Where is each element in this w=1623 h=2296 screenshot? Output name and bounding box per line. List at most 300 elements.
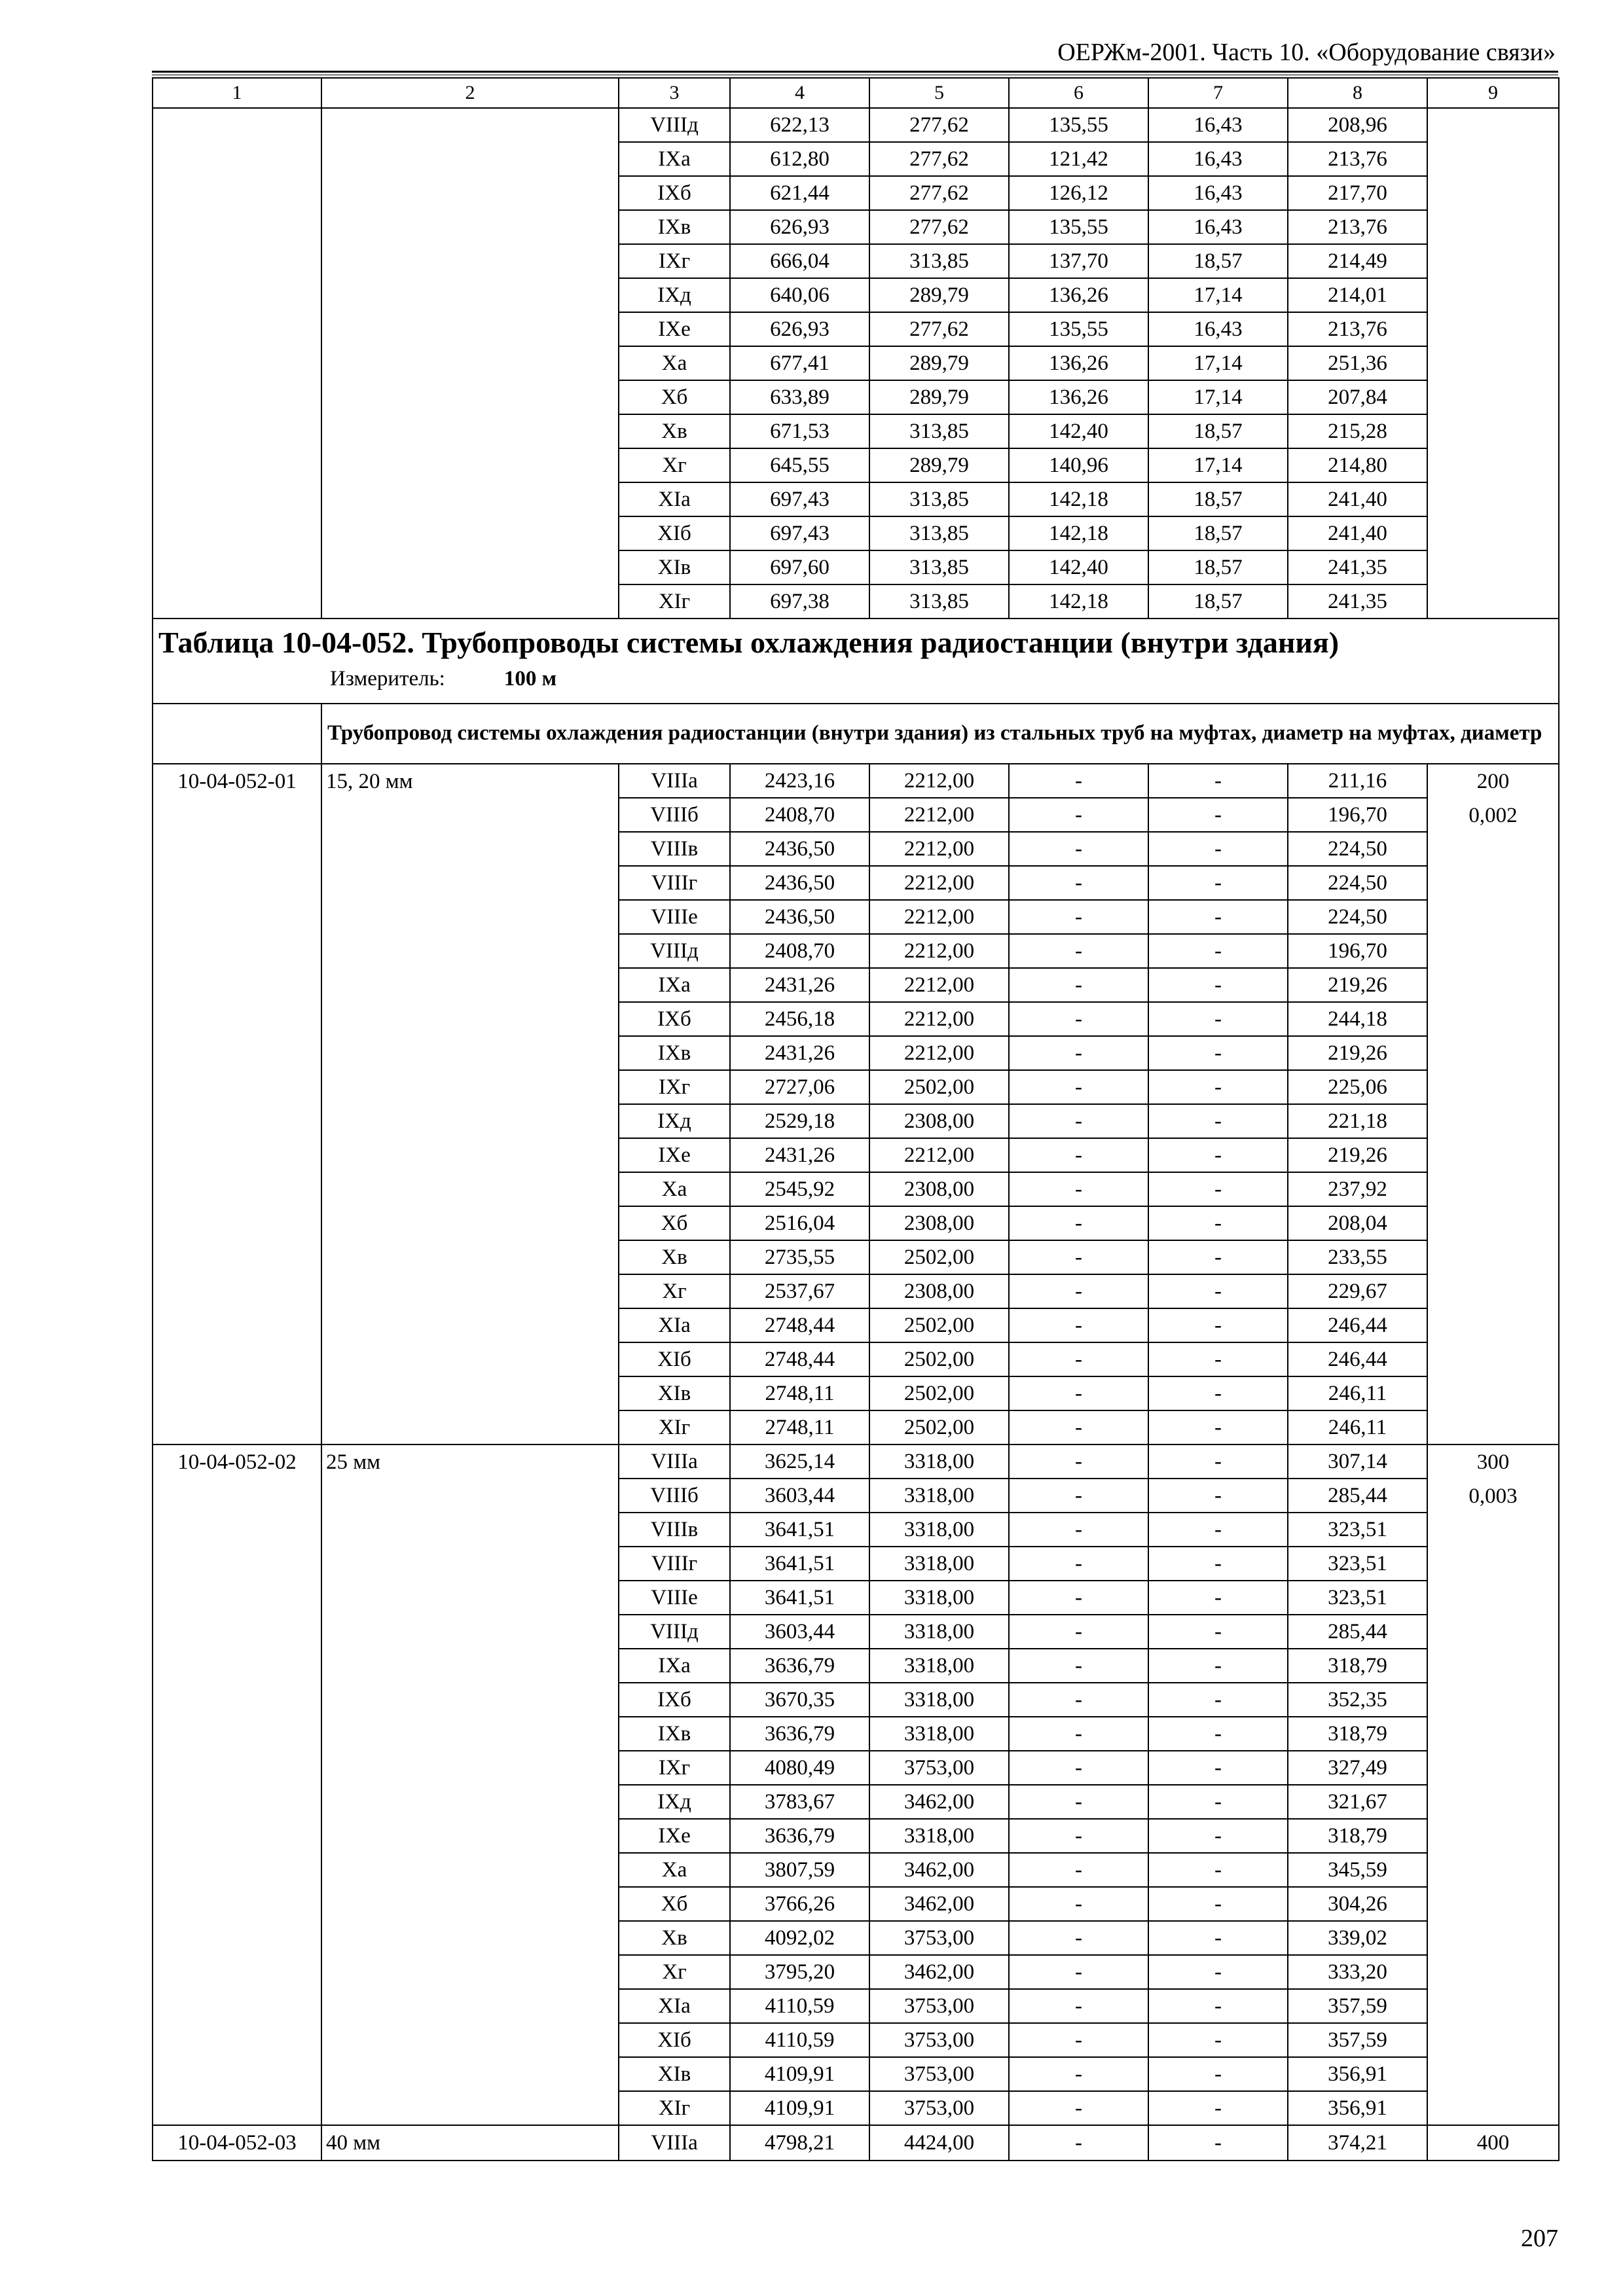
- value-cell: -: [1009, 968, 1148, 1002]
- value-cell: -: [1148, 1036, 1288, 1070]
- value-cell: 2308,00: [869, 1104, 1009, 1138]
- value-cell: 3753,00: [869, 2057, 1009, 2091]
- value-cell: -: [1009, 764, 1148, 798]
- zone-cell: Xб: [619, 1206, 730, 1240]
- value-cell: -: [1009, 1410, 1148, 1444]
- value-cell: 246,11: [1288, 1376, 1427, 1410]
- zone-cell: Xа: [619, 1172, 730, 1206]
- value-cell: 277,62: [869, 108, 1009, 142]
- value-cell: 3318,00: [869, 1717, 1009, 1751]
- value-cell: 4109,91: [730, 2091, 869, 2125]
- value-cell: -: [1009, 1206, 1148, 1240]
- value-cell: -: [1148, 1547, 1288, 1581]
- zone-cell: IXг: [619, 244, 730, 278]
- value-cell: -: [1009, 1342, 1148, 1376]
- value-cell: 135,55: [1009, 210, 1148, 244]
- value-cell: 339,02: [1288, 1921, 1427, 1955]
- value-cell: -: [1009, 1274, 1148, 1308]
- value-cell: -: [1148, 1444, 1288, 1479]
- col9-value: 300: [1476, 1450, 1510, 1474]
- value-cell: 697,38: [730, 584, 869, 619]
- value-cell: 3318,00: [869, 1479, 1009, 1513]
- value-cell: 4080,49: [730, 1751, 869, 1785]
- value-cell: -: [1148, 2125, 1288, 2161]
- zone-cell: XIг: [619, 584, 730, 619]
- value-cell: 3462,00: [869, 1785, 1009, 1819]
- zone-cell: IXд: [619, 278, 730, 312]
- zone-cell: XIг: [619, 2091, 730, 2125]
- value-cell: -: [1009, 2125, 1148, 2161]
- zone-cell: Xа: [619, 1853, 730, 1887]
- zone-cell: Xг: [619, 448, 730, 482]
- value-cell: 214,01: [1288, 278, 1427, 312]
- value-cell: -: [1148, 1002, 1288, 1036]
- value-cell: -: [1148, 1274, 1288, 1308]
- item-code: 10-04-052-02: [153, 1444, 321, 2125]
- value-cell: 2502,00: [869, 1070, 1009, 1104]
- col9-cell: [1427, 764, 1559, 1444]
- zone-cell: IXа: [619, 142, 730, 176]
- value-cell: 4798,21: [730, 2125, 869, 2161]
- value-cell: -: [1148, 1921, 1288, 1955]
- table-row: [153, 108, 1559, 142]
- value-cell: -: [1009, 1717, 1148, 1751]
- zone-cell: VIIIв: [619, 832, 730, 866]
- value-cell: 289,79: [869, 278, 1009, 312]
- value-cell: 4110,59: [730, 1989, 869, 2023]
- code-cell-empty: [153, 108, 321, 619]
- item-name: 15, 20 мм: [321, 764, 619, 1444]
- value-cell: -: [1148, 1240, 1288, 1274]
- value-cell: 3636,79: [730, 1819, 869, 1853]
- value-cell: 3318,00: [869, 1581, 1009, 1615]
- zone-cell: IXв: [619, 1036, 730, 1070]
- rates-table: [152, 77, 1559, 2161]
- table-row: [153, 2125, 1559, 2161]
- value-cell: 3636,79: [730, 1717, 869, 1751]
- value-cell: 126,12: [1009, 176, 1148, 210]
- value-cell: -: [1009, 1240, 1148, 1274]
- item-name: 25 мм: [321, 1444, 619, 2125]
- value-cell: 18,57: [1148, 550, 1288, 584]
- running-title: ОЕРЖм-2001. Часть 10. «Оборудование связи»: [1057, 39, 1556, 66]
- value-cell: 3318,00: [869, 1513, 1009, 1547]
- value-cell: 208,04: [1288, 1206, 1427, 1240]
- value-cell: 2408,70: [730, 934, 869, 968]
- value-cell: 17,14: [1148, 380, 1288, 414]
- zone-cell: VIIIа: [619, 1444, 730, 1479]
- value-cell: -: [1148, 1683, 1288, 1717]
- value-cell: 356,91: [1288, 2091, 1427, 2125]
- zone-cell: IXв: [619, 210, 730, 244]
- value-cell: 244,18: [1288, 1002, 1427, 1036]
- item-code: 10-04-052-03: [153, 2125, 321, 2161]
- value-cell: 2502,00: [869, 1376, 1009, 1410]
- value-cell: -: [1148, 1513, 1288, 1547]
- value-cell: 2545,92: [730, 1172, 869, 1206]
- zone-cell: IXе: [619, 1819, 730, 1853]
- value-cell: -: [1009, 1138, 1148, 1172]
- value-cell: 3783,67: [730, 1785, 869, 1819]
- value-cell: 3318,00: [869, 1615, 1009, 1649]
- value-cell: -: [1009, 1547, 1148, 1581]
- value-cell: 304,26: [1288, 1887, 1427, 1921]
- value-cell: 2212,00: [869, 968, 1009, 1002]
- value-cell: -: [1009, 1444, 1148, 1479]
- value-cell: -: [1148, 1887, 1288, 1921]
- table-row: [153, 764, 1559, 798]
- zone-cell: IXб: [619, 1683, 730, 1717]
- item-name: 40 мм: [321, 2125, 619, 2161]
- zone-cell: Xв: [619, 1240, 730, 1274]
- column-number: 4: [730, 78, 869, 108]
- zone-cell: Xб: [619, 1887, 730, 1921]
- value-cell: 3318,00: [869, 1683, 1009, 1717]
- value-cell: -: [1148, 1410, 1288, 1444]
- value-cell: 213,76: [1288, 142, 1427, 176]
- value-cell: 136,26: [1009, 346, 1148, 380]
- value-cell: 142,18: [1009, 584, 1148, 619]
- value-cell: 229,67: [1288, 1274, 1427, 1308]
- zone-cell: VIIIг: [619, 1547, 730, 1581]
- zone-cell: XIб: [619, 1342, 730, 1376]
- value-cell: 2748,44: [730, 1342, 869, 1376]
- column-number: 5: [869, 78, 1009, 108]
- value-cell: -: [1009, 1308, 1148, 1342]
- value-cell: -: [1148, 1819, 1288, 1853]
- value-cell: 374,21: [1288, 2125, 1427, 2161]
- table-caption-row: [153, 619, 1559, 704]
- value-cell: -: [1009, 1649, 1148, 1683]
- value-cell: 196,70: [1288, 934, 1427, 968]
- value-cell: -: [1009, 1853, 1148, 1887]
- zone-cell: Xб: [619, 380, 730, 414]
- value-cell: 142,18: [1009, 482, 1148, 516]
- column-number: 2: [321, 78, 619, 108]
- value-cell: 313,85: [869, 516, 1009, 550]
- value-cell: 277,62: [869, 210, 1009, 244]
- value-cell: 2308,00: [869, 1274, 1009, 1308]
- value-cell: 3318,00: [869, 1547, 1009, 1581]
- value-cell: 345,59: [1288, 1853, 1427, 1887]
- zone-cell: XIв: [619, 550, 730, 584]
- zone-cell: VIIIа: [619, 2125, 730, 2161]
- value-cell: -: [1148, 1955, 1288, 1989]
- table-title: Таблица 10-04-052. Трубопроводы системы охлаждения радиостанции (внутри здания): [158, 626, 1340, 659]
- value-cell: -: [1148, 1853, 1288, 1887]
- zone-cell: IXе: [619, 312, 730, 346]
- value-cell: -: [1148, 1070, 1288, 1104]
- value-cell: 217,70: [1288, 176, 1427, 210]
- value-cell: 2748,11: [730, 1410, 869, 1444]
- zone-cell: Xв: [619, 1921, 730, 1955]
- value-cell: -: [1148, 832, 1288, 866]
- value-cell: 633,89: [730, 380, 869, 414]
- value-cell: 285,44: [1288, 1615, 1427, 1649]
- table-caption: [153, 619, 1559, 704]
- value-cell: 224,50: [1288, 900, 1427, 934]
- value-cell: 18,57: [1148, 244, 1288, 278]
- value-cell: -: [1009, 1036, 1148, 1070]
- value-cell: -: [1148, 798, 1288, 832]
- value-cell: 241,35: [1288, 550, 1427, 584]
- value-cell: -: [1009, 1887, 1148, 1921]
- value-cell: 2212,00: [869, 1138, 1009, 1172]
- col9-cell: [1427, 2125, 1559, 2161]
- value-cell: -: [1009, 1513, 1148, 1547]
- value-cell: 3753,00: [869, 1921, 1009, 1955]
- zone-cell: IXа: [619, 968, 730, 1002]
- value-cell: 3603,44: [730, 1479, 869, 1513]
- value-cell: 277,62: [869, 312, 1009, 346]
- value-cell: 17,14: [1148, 278, 1288, 312]
- value-cell: 142,40: [1009, 414, 1148, 448]
- value-cell: 237,92: [1288, 1172, 1427, 1206]
- value-cell: 697,60: [730, 550, 869, 584]
- value-cell: -: [1009, 1002, 1148, 1036]
- value-cell: 626,93: [730, 210, 869, 244]
- value-cell: 246,11: [1288, 1410, 1427, 1444]
- value-cell: 213,76: [1288, 312, 1427, 346]
- value-cell: 2308,00: [869, 1172, 1009, 1206]
- value-cell: -: [1009, 1615, 1148, 1649]
- value-cell: 18,57: [1148, 482, 1288, 516]
- value-cell: 241,40: [1288, 482, 1427, 516]
- value-cell: 2748,11: [730, 1376, 869, 1410]
- value-cell: 2727,06: [730, 1070, 869, 1104]
- value-cell: 2212,00: [869, 934, 1009, 968]
- value-cell: 2212,00: [869, 764, 1009, 798]
- value-cell: 2212,00: [869, 832, 1009, 866]
- col9-value: 200: [1476, 770, 1510, 793]
- value-cell: 137,70: [1009, 244, 1148, 278]
- value-cell: -: [1148, 1581, 1288, 1615]
- value-cell: 2431,26: [730, 1138, 869, 1172]
- zone-cell: IXг: [619, 1751, 730, 1785]
- value-cell: 3318,00: [869, 1649, 1009, 1683]
- zone-cell: VIIIе: [619, 1581, 730, 1615]
- value-cell: 208,96: [1288, 108, 1427, 142]
- value-cell: 224,50: [1288, 832, 1427, 866]
- value-cell: 221,18: [1288, 1104, 1427, 1138]
- value-cell: 142,18: [1009, 516, 1148, 550]
- value-cell: 3603,44: [730, 1615, 869, 1649]
- value-cell: 327,49: [1288, 1751, 1427, 1785]
- value-cell: 352,35: [1288, 1683, 1427, 1717]
- value-cell: 313,85: [869, 414, 1009, 448]
- col9-cell: [1427, 1444, 1559, 2125]
- value-cell: 357,59: [1288, 2023, 1427, 2057]
- value-cell: -: [1009, 798, 1148, 832]
- value-cell: 277,62: [869, 176, 1009, 210]
- name-cell-empty: [321, 108, 619, 619]
- zone-cell: XIб: [619, 516, 730, 550]
- value-cell: 2502,00: [869, 1410, 1009, 1444]
- value-cell: -: [1009, 2057, 1148, 2091]
- value-cell: 196,70: [1288, 798, 1427, 832]
- value-cell: 142,40: [1009, 550, 1148, 584]
- value-cell: 251,36: [1288, 346, 1427, 380]
- value-cell: -: [1009, 1376, 1148, 1410]
- value-cell: 285,44: [1288, 1479, 1427, 1513]
- value-cell: 224,50: [1288, 866, 1427, 900]
- value-cell: 313,85: [869, 550, 1009, 584]
- value-cell: -: [1148, 866, 1288, 900]
- col9-value: 400: [1476, 2131, 1510, 2155]
- value-cell: -: [1148, 1785, 1288, 1819]
- value-cell: 645,55: [730, 448, 869, 482]
- page-number: 207: [1521, 2225, 1558, 2252]
- value-cell: 3318,00: [869, 1819, 1009, 1853]
- value-cell: 207,84: [1288, 380, 1427, 414]
- value-cell: 4092,02: [730, 1921, 869, 1955]
- value-cell: 666,04: [730, 244, 869, 278]
- value-cell: 277,62: [869, 142, 1009, 176]
- value-cell: 323,51: [1288, 1581, 1427, 1615]
- zone-cell: IXг: [619, 1070, 730, 1104]
- col9-cell-empty: [1427, 108, 1559, 619]
- zone-cell: IXд: [619, 1104, 730, 1138]
- value-cell: -: [1009, 1751, 1148, 1785]
- value-cell: -: [1148, 1989, 1288, 2023]
- value-cell: -: [1148, 1615, 1288, 1649]
- value-cell: 318,79: [1288, 1819, 1427, 1853]
- value-cell: 3625,14: [730, 1444, 869, 1479]
- value-cell: 16,43: [1148, 176, 1288, 210]
- value-cell: 17,14: [1148, 346, 1288, 380]
- value-cell: 289,79: [869, 448, 1009, 482]
- value-cell: -: [1148, 900, 1288, 934]
- value-cell: 225,06: [1288, 1070, 1427, 1104]
- value-cell: 211,16: [1288, 764, 1427, 798]
- column-number: 6: [1009, 78, 1148, 108]
- value-cell: 4424,00: [869, 2125, 1009, 2161]
- value-cell: -: [1009, 900, 1148, 934]
- column-number: 7: [1148, 78, 1288, 108]
- value-cell: -: [1148, 934, 1288, 968]
- value-cell: 18,57: [1148, 516, 1288, 550]
- value-cell: 640,06: [730, 278, 869, 312]
- value-cell: -: [1148, 1342, 1288, 1376]
- value-cell: -: [1009, 1785, 1148, 1819]
- value-cell: -: [1009, 1104, 1148, 1138]
- value-cell: 3766,26: [730, 1887, 869, 1921]
- value-cell: -: [1148, 1649, 1288, 1683]
- value-cell: 697,43: [730, 516, 869, 550]
- value-cell: 313,85: [869, 482, 1009, 516]
- value-cell: 2456,18: [730, 1002, 869, 1036]
- zone-cell: XIв: [619, 1376, 730, 1410]
- value-cell: 3753,00: [869, 2023, 1009, 2057]
- value-cell: -: [1009, 1955, 1148, 1989]
- zone-cell: IXа: [619, 1649, 730, 1683]
- value-cell: -: [1148, 2023, 1288, 2057]
- value-cell: 16,43: [1148, 108, 1288, 142]
- value-cell: -: [1148, 2091, 1288, 2125]
- running-header: [152, 38, 1558, 73]
- zone-cell: Xа: [619, 346, 730, 380]
- zone-cell: XIв: [619, 2057, 730, 2091]
- value-cell: 2502,00: [869, 1240, 1009, 1274]
- value-cell: 333,20: [1288, 1955, 1427, 1989]
- value-cell: 2502,00: [869, 1308, 1009, 1342]
- value-cell: 213,76: [1288, 210, 1427, 244]
- value-cell: 3670,35: [730, 1683, 869, 1717]
- value-cell: -: [1148, 764, 1288, 798]
- value-cell: 2431,26: [730, 1036, 869, 1070]
- table-description: Трубопровод системы охлаждения радиостанции (внутри здания) из стальных труб на муфтах, диаметр на муфтах, диаметр: [321, 704, 1559, 764]
- item-code: 10-04-052-01: [153, 764, 321, 1444]
- zone-cell: VIIIд: [619, 934, 730, 968]
- value-cell: 140,96: [1009, 448, 1148, 482]
- value-cell: 3753,00: [869, 1989, 1009, 2023]
- value-cell: 219,26: [1288, 1036, 1427, 1070]
- zone-cell: VIIIд: [619, 1615, 730, 1649]
- value-cell: 3636,79: [730, 1649, 869, 1683]
- value-cell: 3753,00: [869, 1751, 1009, 1785]
- value-cell: -: [1148, 1376, 1288, 1410]
- value-cell: 16,43: [1148, 210, 1288, 244]
- value-cell: 2735,55: [730, 1240, 869, 1274]
- value-cell: -: [1009, 1581, 1148, 1615]
- zone-cell: VIIIе: [619, 900, 730, 934]
- value-cell: -: [1009, 1172, 1148, 1206]
- value-cell: -: [1009, 1989, 1148, 2023]
- value-cell: 3807,59: [730, 1853, 869, 1887]
- value-cell: 313,85: [869, 584, 1009, 619]
- value-cell: -: [1148, 1479, 1288, 1513]
- value-cell: -: [1148, 1172, 1288, 1206]
- zone-cell: IXе: [619, 1138, 730, 1172]
- value-cell: -: [1148, 1104, 1288, 1138]
- zone-cell: Xг: [619, 1955, 730, 1989]
- value-cell: 135,55: [1009, 108, 1148, 142]
- value-cell: -: [1009, 1479, 1148, 1513]
- value-cell: 289,79: [869, 380, 1009, 414]
- value-cell: -: [1148, 1138, 1288, 1172]
- value-cell: 214,80: [1288, 448, 1427, 482]
- value-cell: 321,67: [1288, 1785, 1427, 1819]
- value-cell: 136,26: [1009, 278, 1148, 312]
- table-row: [153, 1444, 1559, 1479]
- value-cell: 3641,51: [730, 1513, 869, 1547]
- value-cell: 2308,00: [869, 1206, 1009, 1240]
- value-cell: -: [1009, 934, 1148, 968]
- value-cell: 3641,51: [730, 1581, 869, 1615]
- column-number: 9: [1427, 78, 1559, 108]
- measure-value: 100 м: [503, 666, 557, 691]
- value-cell: 323,51: [1288, 1513, 1427, 1547]
- zone-cell: VIIIб: [619, 1479, 730, 1513]
- value-cell: 356,91: [1288, 2057, 1427, 2091]
- value-cell: 18,57: [1148, 414, 1288, 448]
- zone-cell: VIIIб: [619, 798, 730, 832]
- value-cell: 2748,44: [730, 1308, 869, 1342]
- zone-cell: IXб: [619, 176, 730, 210]
- zone-cell: VIIIв: [619, 1513, 730, 1547]
- value-cell: 4109,91: [730, 2057, 869, 2091]
- value-cell: 2423,16: [730, 764, 869, 798]
- value-cell: 246,44: [1288, 1308, 1427, 1342]
- value-cell: 3641,51: [730, 1547, 869, 1581]
- value-cell: -: [1148, 1717, 1288, 1751]
- value-cell: 2436,50: [730, 832, 869, 866]
- column-number: 1: [153, 78, 321, 108]
- zone-cell: IXв: [619, 1717, 730, 1751]
- value-cell: 2502,00: [869, 1342, 1009, 1376]
- description-left-empty: [153, 704, 321, 764]
- value-cell: 307,14: [1288, 1444, 1427, 1479]
